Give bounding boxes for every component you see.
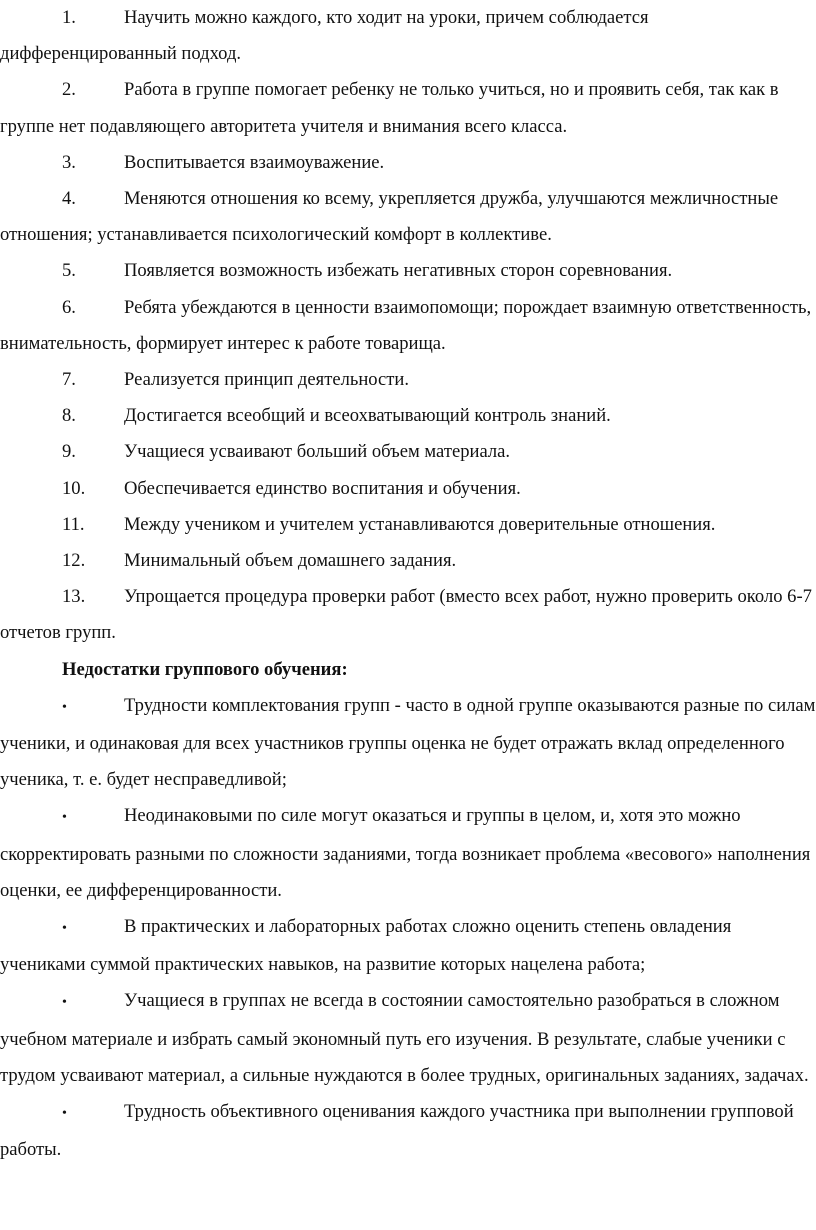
item-text: Работа в группе помогает ребенку не только учиться, но и проявить себя, так как в группе нет подавляющего авторитета учителя и внимания всего класса. [0, 79, 779, 137]
advantage-item-3 [0, 145, 816, 181]
item-number: 11. [62, 513, 85, 535]
item-text: Трудность объективного оценивания каждого участника при выполнении групповой работы. [0, 1101, 794, 1161]
bullet-icon: • [62, 995, 67, 1011]
item-text: Упрощается процедура проверки работ (вместо всех работ, нужно проверить около 6-7 отчетов групп. [0, 586, 812, 644]
item-number: 6. [62, 296, 76, 318]
item-text: Обеспечивается единство воспитания и обучения. [124, 477, 521, 499]
item-text: В практических и лабораторных работах сложно оценить степень овладения учениками суммой практических навыков, на развитие которых нацелена работа; [0, 916, 732, 976]
item-number: 2. [62, 79, 76, 101]
item-number: 12. [62, 550, 86, 572]
item-number: 1. [62, 7, 76, 28]
advantage-item-12 [0, 543, 816, 579]
item-text: Реализуется принцип деятельности. [124, 369, 410, 391]
disadvantage-item-4 [0, 983, 816, 1094]
item-text: Учащиеся усваивают больший объем материала. [124, 441, 511, 463]
item-number: 9. [62, 441, 76, 463]
advantage-item-9 [0, 434, 816, 470]
item-text: Достигается всеобщий и всеохватывающий контроль знаний. [124, 405, 611, 427]
item-text: Появляется возможность избежать негативных сторон соревнования. [124, 260, 673, 282]
item-number: 5. [62, 260, 76, 282]
item-text: Научить можно каждого, кто ходит на уроки, причем соблюдается дифференцированный подход. [0, 7, 649, 65]
bullet-icon: • [62, 699, 67, 715]
bullet-icon: • [62, 810, 67, 826]
advantage-item-4 [0, 181, 816, 253]
item-text: Воспитывается взаимоуважение. [124, 151, 385, 173]
disadvantage-item-2 [0, 798, 816, 909]
advantage-item-8 [0, 398, 816, 434]
advantage-item-5 [0, 253, 816, 289]
item-text: Учащиеся в группах не всегда в состоянии самостоятельно разобраться в сложном учебном материале и избрать самый экономный путь его изучения. В результате, слабые ученики с трудом усваивают материал, а сильные нуждаются в более трудных, оригинальных заданиях, задачах. [0, 990, 809, 1086]
item-text: Неодинаковыми по силе могут оказаться и группы в целом, и, хотя это можно скорректировать разными по сложности заданиями, тогда возникает проблема «весового» наполнения оценки, ее дифференцированности. [0, 805, 811, 901]
item-text: Меняются отношения ко всему, укрепляется дружба, улучшаются межличностные отношения; устанавливается психологический комфорт в коллективе. [0, 188, 779, 246]
item-text: Минимальный объем домашнего задания. [124, 550, 457, 572]
item-number: 3. [62, 151, 76, 173]
item-text: Трудности комплектования групп - часто в одной группе оказываются разные по силам ученики, и одинаковая для всех участников группы оценка не будет отражать вклад определенного ученика, т. е. будет несправедливой; [0, 694, 816, 791]
item-number: 10. [62, 477, 86, 499]
advantage-item-11 [0, 507, 816, 543]
item-number: 13. [62, 586, 86, 608]
advantage-item-1 [0, 0, 816, 72]
advantage-item-10 [0, 471, 816, 507]
item-number: 4. [62, 188, 76, 210]
disadvantage-item-5 [0, 1094, 816, 1168]
item-number: 8. [62, 405, 76, 427]
item-number: 7. [62, 369, 76, 391]
advantage-item-13 [0, 579, 816, 651]
disadvantages-heading: Недостатки группового обучения: [62, 658, 348, 680]
advantage-item-2 [0, 72, 816, 144]
bullet-icon: • [62, 1106, 67, 1122]
disadvantage-item-1 [0, 688, 816, 799]
disadvantage-item-3 [0, 909, 816, 983]
item-text: Между учеником и учителем устанавливаются доверительные отношения. [124, 513, 716, 535]
item-text: Ребята убеждаются в ценности взаимопомощи; порождает взаимную ответственность, внимательность, формирует интерес к работе товарища. [0, 296, 812, 354]
bullet-icon: • [62, 921, 67, 937]
advantage-item-6 [0, 290, 816, 362]
advantage-item-7 [0, 362, 816, 398]
